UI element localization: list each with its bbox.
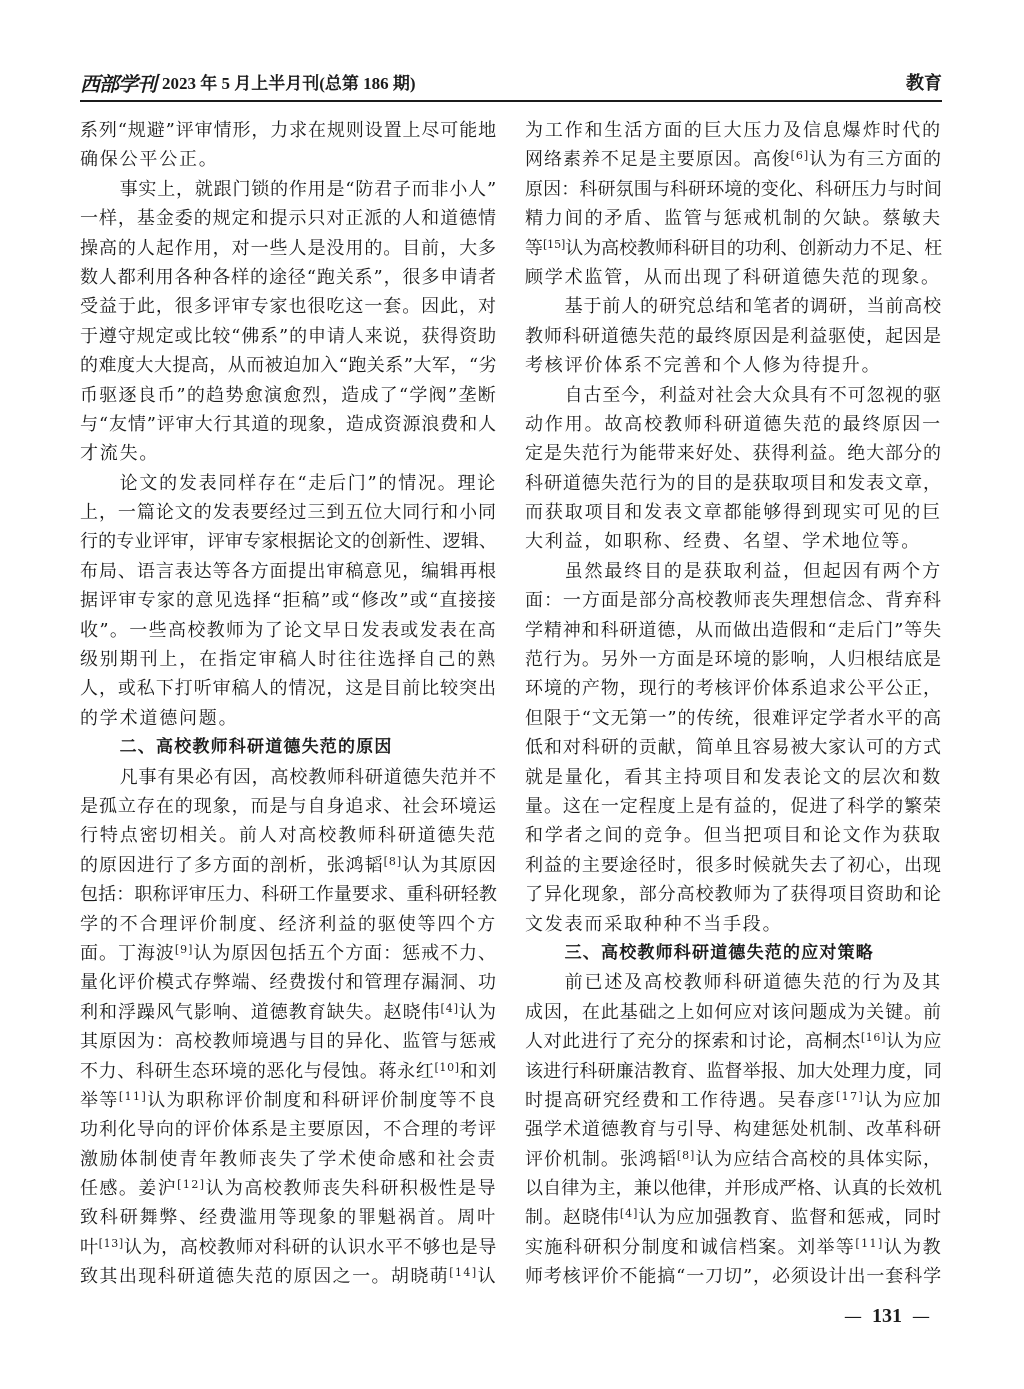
text-segment: 认为应加 — [864, 1089, 942, 1111]
text-line — [525, 145, 942, 174]
text-line: 功利化导向的评价体系是主要原因，不合理的考评 — [80, 1119, 497, 1141]
text-line: 学的不合理评价制度、经济利益的驱使等四个方 — [80, 913, 497, 935]
text-line: 教师科研道德失范的最终原因是利益驱使，起因是 — [525, 325, 942, 347]
text-segment: 认为有三方面的 — [809, 149, 942, 171]
text-line: 论文的发表同样存在“走后门”的情况。理论 — [119, 472, 497, 494]
text-line — [525, 1233, 942, 1262]
text-line: 一样，基金委的规定和提示只对正派的人和道德情 — [80, 208, 497, 230]
section-heading: 三、高校教师科研道德失范的应对策略 — [564, 942, 874, 963]
text-segment: 认为职称评价制度和科研评价制度等不良 — [147, 1089, 498, 1111]
text-line: 激励体制使青年教师丧失了学术使命感和社会责 — [80, 1148, 497, 1170]
paragraph — [525, 381, 942, 557]
text-line: 操高的人起作用，对一些人是没用的。目前，大多 — [80, 237, 497, 259]
text-line: 面：一方面是部分高校教师丧失理想信念、背弃科 — [525, 590, 942, 612]
section-heading: 二、高校教师科研道德失范的原因 — [119, 737, 393, 758]
citation-ref: [13] — [98, 1236, 124, 1250]
text-segment: 认为 — [459, 1001, 497, 1023]
text-line — [80, 1174, 497, 1203]
page-number: 131 — [872, 1305, 902, 1327]
footer-dash-left: — — [844, 1306, 862, 1327]
text-line: 币驱逐良币”的趋势愈演愈烈，造成了“学阀”垄断 — [80, 384, 497, 406]
text-line — [80, 1086, 497, 1115]
text-line — [525, 1027, 942, 1056]
paragraph — [80, 763, 497, 1292]
text-segment: 举等 — [80, 1089, 119, 1111]
header-rule — [80, 100, 942, 102]
running-header — [80, 70, 942, 98]
text-segment: 认为其原因 — [402, 854, 498, 876]
text-segment: 认为应结合高校的具体实际， — [695, 1148, 943, 1170]
text-segment: 认为高校教师科研目的功利、创新动力不足、枉 — [565, 237, 943, 259]
text-line — [525, 1145, 942, 1174]
paragraph — [525, 292, 942, 380]
text-line: 但限于“文无第一”的传统，很难评定学者水平的高 — [525, 707, 942, 729]
text-line: 是孤立存在的现象，而是与自身追求、社会环境运 — [80, 795, 497, 817]
paragraph — [80, 469, 497, 734]
text-line: 虽然最终目的是获取利益，但起因有两个方 — [564, 560, 942, 582]
text-line: 级别期刊上，在指定审稿人时往往选择自己的熟 — [80, 649, 497, 671]
section-name: 教育 — [906, 73, 942, 94]
text-line: 精力间的矛盾、监管与惩戒机制的欠缺。蔡敏夫 — [525, 208, 942, 230]
text-line: 该进行科研廉洁教育、监督举报、加大处理力度，同 — [525, 1060, 942, 1082]
text-segment: 不力、科研生态环境的恶化与侵蚀。蒋永红 — [80, 1060, 435, 1082]
text-line — [80, 1262, 497, 1291]
text-line — [80, 1233, 497, 1262]
text-line: 才流失。 — [80, 443, 160, 465]
text-line: 就是量化，看其主持项目和发表论文的层次和数 — [525, 766, 942, 788]
text-line: 以自律为主，兼以他律，并形成严格、认真的长效机 — [525, 1178, 942, 1200]
text-line: 低和对科研的贡献，简单且容易被大家认可的方式 — [525, 737, 942, 759]
text-segment: 叶 — [80, 1236, 99, 1258]
text-line — [80, 939, 497, 968]
text-line: 量。这在一定程度上是有益的，促进了科学的繁荣 — [525, 795, 942, 817]
paragraph — [80, 175, 497, 469]
text-line: 前已述及高校教师科研道德失范的行为及其 — [564, 972, 942, 994]
text-line: 范行为。另外一方面是环境的影响，人归根结底是 — [525, 649, 942, 671]
citation-ref: [17] — [835, 1089, 865, 1103]
text-line: 顾学术监管，从而出现了科研道德失范的现象。 — [525, 266, 941, 288]
citation-ref: [14] — [449, 1266, 478, 1280]
text-segment: 认为，高校教师对科研的认识水平不够也是导 — [123, 1236, 497, 1258]
text-segment: 网络素养不足是主要原因。高俊 — [525, 149, 791, 171]
paragraph — [525, 557, 942, 939]
paragraph — [525, 116, 942, 292]
text-line: 其原因为：高校教师境遇与目的异化、监管与惩戒 — [80, 1031, 497, 1053]
text-line: 自古至今，利益对社会大众具有不可忽视的驱 — [564, 384, 942, 406]
citation-ref: [8] — [383, 854, 403, 868]
text-line: 师考核评价不能搞“一刀切”，必须设计出一套科学 — [525, 1266, 942, 1288]
text-line: 事实上，就跟门锁的作用是“防君子而非小人” — [119, 178, 497, 200]
text-segment: 认为原因包括五个方面：惩戒不力、 — [193, 942, 498, 964]
citation-ref: [4] — [619, 1207, 639, 1221]
text-line: 科研道德失范行为的目的是获取项目和发表文章， — [525, 472, 942, 494]
citation-ref: [11] — [118, 1089, 148, 1103]
text-line: 于遵守规定或比较“佛系”的申请人来说，获得资助 — [80, 325, 497, 347]
text-segment: 人对此进行了充分的探索和讨论，高桐杰 — [525, 1031, 861, 1053]
text-line: 的难度大大提高，从而被迫加入“跑关系”大军，“劣 — [80, 355, 497, 377]
text-line: 凡事有果必有因，高校教师科研道德失范并不 — [119, 766, 497, 788]
text-line: 系列“规避”评审情形，力求在规则设置上尽可能地 — [80, 120, 497, 141]
citation-ref: [11] — [855, 1236, 884, 1250]
text-line: 基于前人的研究总结和笔者的调研，当前高校 — [564, 296, 942, 318]
text-segment: 任感。姜沪 — [80, 1178, 178, 1200]
text-segment: 制。赵晓伟 — [525, 1207, 620, 1229]
journal-logo: 西部学刊 — [80, 72, 156, 96]
citation-ref: [9] — [174, 942, 194, 956]
text-line: 利益的主要途径时，很多时候就失去了初心，出现 — [525, 854, 942, 876]
text-segment: 认 — [477, 1266, 498, 1288]
paragraph — [80, 116, 497, 175]
text-segment: 认为应 — [886, 1031, 942, 1053]
text-segment: 认为教 — [883, 1236, 943, 1258]
text-line — [80, 998, 497, 1027]
text-line — [80, 1057, 497, 1086]
text-line — [525, 1086, 942, 1115]
text-segment: 时提高研究经费和工作待遇。吴春彦 — [525, 1089, 836, 1111]
text-line — [80, 851, 497, 880]
citation-ref: [15] — [542, 237, 566, 251]
text-line: 大利益，如职称、经费、名望、学术地位等。 — [525, 531, 921, 553]
text-line: 布局、语言表达等各方面提出审稿意见，编辑再根 — [80, 560, 497, 582]
text-segment: 评价机制。张鸿韬 — [525, 1148, 677, 1170]
text-line: 包括：职称评审压力、科研工作量要求、重科研轻教 — [80, 884, 497, 906]
text-line: 了异化现象，部分高校教师为了获得项目资助和论 — [525, 884, 942, 906]
text-segment: 的原因进行了多方面的剖析，张鸿韬 — [80, 854, 384, 876]
citation-ref: [6] — [790, 149, 810, 163]
text-line: 量化评价模式存弊端、经费拨付和管理存漏洞、功 — [80, 972, 497, 994]
text-segment: 认为应加强教育、监督和惩戒，同时 — [638, 1207, 943, 1229]
text-line: 原因：科研氛围与科研环境的变化、科研压力与时间 — [525, 178, 942, 200]
paragraph — [525, 968, 942, 1291]
text-segment: 致其出现科研道德失范的原因之一。胡晓萌 — [80, 1266, 450, 1288]
citation-ref: [4] — [440, 1001, 460, 1015]
citation-ref: [16] — [860, 1031, 887, 1045]
citation-ref: [12] — [177, 1178, 206, 1192]
text-segment: 实施科研积分制度和诚信档案。刘举等 — [525, 1236, 856, 1258]
text-line: 考核评价体系不完善和个人修为待提升。 — [525, 355, 882, 377]
text-line: 和学者之间的竞争。但当把项目和论文作为获取 — [525, 825, 942, 847]
text-line: 收”。一些高校教师为了论文早日发表或发表在高 — [80, 619, 497, 641]
issue-info: 2023 年 5 月上半月刊(总第 186 期) — [162, 74, 416, 93]
text-segment: 等 — [525, 237, 543, 259]
text-line: 强学术道德教育与引导、构建惩处机制、改革科研 — [525, 1119, 942, 1141]
text-line: 环境的产物，现行的考核评价体系追求公平公正， — [525, 678, 942, 700]
text-line: 数人都利用各种各样的途径“跑关系”，很多申请者 — [80, 266, 497, 288]
citation-ref: [10] — [434, 1060, 460, 1074]
text-line: 受益于此，很多评审专家也很吃这一套。因此，对 — [80, 296, 497, 318]
text-line: 成因，在此基础之上如何应对该问题成为关键。前 — [525, 1001, 942, 1023]
text-line: 行特点密切相关。前人对高校教师科研道德失范 — [80, 825, 497, 847]
text-line: 动作用。故高校教师科研道德失范的最终原因一 — [525, 413, 942, 435]
right-column — [525, 116, 942, 1292]
text-line: 人，或私下打听审稿人的情况，这是目前比较突出 — [80, 678, 497, 700]
text-line: 据评审专家的意见选择“拒稿”或“修改”或“直接接 — [80, 590, 497, 612]
text-line — [525, 234, 942, 263]
text-line: 的学术道德问题。 — [80, 707, 239, 729]
text-line — [525, 1203, 942, 1232]
text-segment: 认为高校教师丧失科研积极性是导 — [205, 1178, 498, 1200]
text-line: 确保公平公正。 — [80, 149, 219, 171]
citation-ref: [8] — [676, 1148, 696, 1162]
text-line: 为工作和生活方面的巨大压力及信息爆炸时代的 — [525, 120, 942, 141]
text-line: 上，一篇论文的发表要经过三到五位大同行和小同 — [80, 502, 497, 524]
text-line: 而获取项目和发表文章都能够得到现实可见的巨 — [525, 502, 942, 524]
text-line: 行的专业评审，评审专家根据论文的创新性、逻辑、 — [80, 531, 497, 553]
left-column — [80, 116, 497, 1292]
text-segment: 和刘 — [459, 1060, 497, 1082]
text-line: 定是失范行为能带来好处、获得利益。绝大部分的 — [525, 443, 942, 465]
text-line: 与“友情”评审大行其道的现象，造成资源浪费和人 — [80, 413, 497, 435]
text-line: 致科研舞弊、经费滥用等现象的罪魁祸首。周叶 — [80, 1207, 497, 1229]
page-footer — [844, 1302, 930, 1331]
footer-dash-right: — — [912, 1306, 930, 1327]
text-segment: 利和浮躁风气影响、道德教育缺失。赵晓伟 — [80, 1001, 441, 1023]
text-line: 文发表而采取种种不当手段。 — [525, 913, 783, 935]
text-segment: 面。丁海波 — [80, 942, 175, 964]
text-line: 学精神和科研道德，从而做出造假和“走后门”等失 — [525, 619, 942, 641]
